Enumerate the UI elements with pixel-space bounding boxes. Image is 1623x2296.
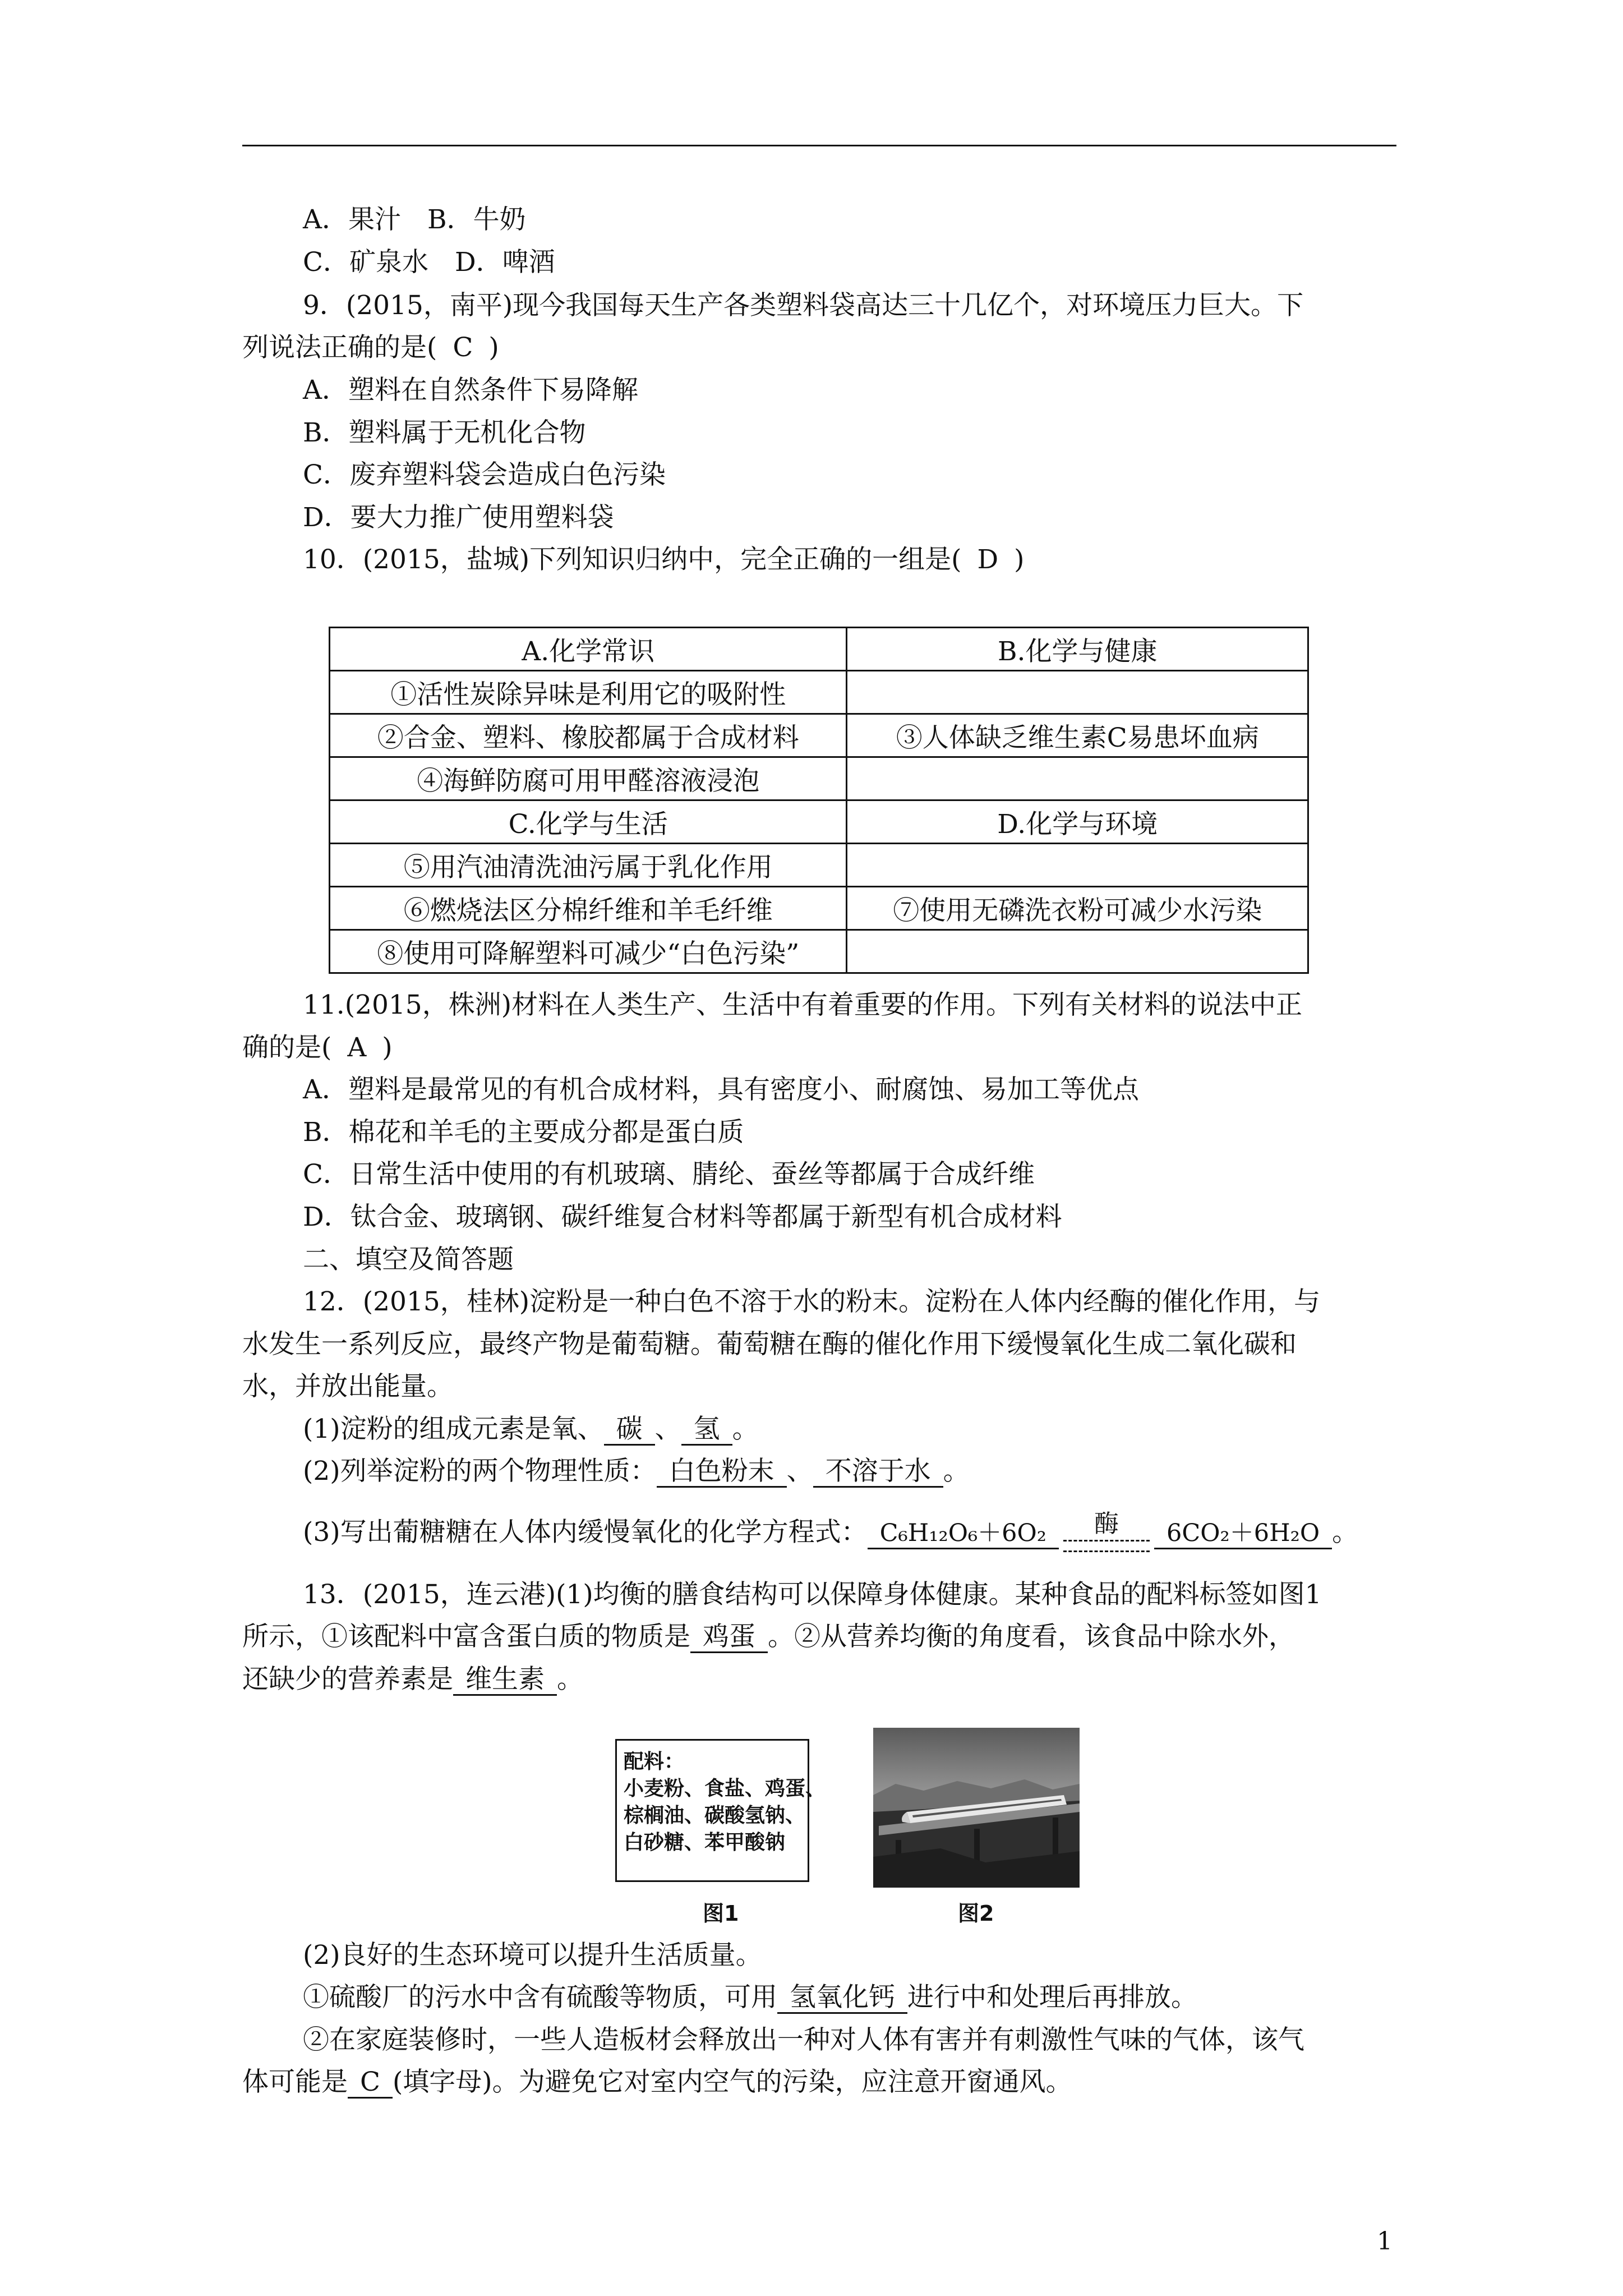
table-cell (847, 671, 1308, 714)
catalyst-label: 酶 (1094, 1510, 1119, 1538)
q13-p2b-text: 体可能是 (242, 2067, 348, 2097)
q9-stem-text: 列说法正确的是( (242, 332, 437, 363)
q10-stem-text: 10．(2015，盐城)下列知识归纳中，完全正确的一组是( (303, 544, 962, 575)
q13-stem: 13．(2015，连云港)(1)均衡的膳食结构可以保障身体健康。某种食品的配料标签如图1 (303, 1579, 1322, 1610)
q12-p1-end: 。 (732, 1414, 759, 1444)
q12-part-1 (303, 1412, 759, 1446)
q13-answer-1: 鸡蛋 (690, 1622, 768, 1653)
q13-part-2b-cont (242, 2065, 1072, 2099)
page-number: 1 (1377, 2227, 1393, 2256)
q13-stem-line-2 (242, 1620, 1295, 1654)
table-row (330, 930, 1308, 973)
reaction-arrow (1059, 1510, 1154, 1553)
figure-1-ingredient-label (615, 1739, 826, 1882)
q12-part-3 (303, 1510, 1359, 1553)
table-row (330, 887, 1308, 930)
q12-p1-sep: 、 (654, 1414, 681, 1444)
table-cell: A.化学常识 (330, 628, 847, 671)
q13-p2b-answer: C (348, 2068, 393, 2099)
section-title: 二、填空及简答题 (303, 1244, 514, 1275)
q12-equation-rhs: 6CO₂＋6H₂O (1154, 1519, 1332, 1549)
q12-p3-text: (3)写出葡糖糖在人体内缓慢氧化的化学方程式： (303, 1517, 868, 1548)
train-photo-icon (873, 1728, 1080, 1888)
q13-stem-end: 。 (557, 1664, 583, 1695)
ingredient-line: 白砂糖、苯甲酸钠 (624, 1831, 786, 1854)
q13-p2b-text-2: (填字母)。为避免它对室内空气的污染，应注意开窗通风。 (392, 2067, 1072, 2097)
q13-p2a-text: ①硫酸厂的污水中含有硫酸等物质，可用 (303, 1982, 777, 2013)
q12-stem-line-2: 水发生一系列反应，最终产物是葡萄糖。葡萄糖在酶的催化作用下缓慢氧化生成二氧化碳和 (242, 1329, 1297, 1360)
figure-1-caption: 图1 (703, 1901, 739, 1926)
q12-stem-line-3: 水，并放出能量。 (242, 1371, 453, 1402)
q12-p2-answer-2: 不溶于水 (813, 1457, 943, 1488)
q8-options-line-2: C．矿泉水 D．啤酒 (303, 247, 555, 278)
table-cell: ⑦使用无磷洗衣粉可减少水污染 (847, 887, 1308, 930)
table-cell: ②合金、塑料、橡胶都属于合成材料 (330, 714, 847, 757)
q12-p2-text: (2)列举淀粉的两个物理性质： (303, 1456, 657, 1487)
table-cell (847, 930, 1308, 973)
q11-option-b: B．棉花和羊毛的主要成分都是蛋白质 (303, 1117, 744, 1148)
q10-stem (303, 543, 1024, 577)
table-cell: ⑤用汽油清洗油污属于乳化作用 (330, 844, 847, 887)
header-rule (242, 145, 1396, 146)
q8-options-line-1: A．果汁 B．牛奶 (303, 204, 526, 235)
q11-stem-text: 确的是( (242, 1032, 332, 1063)
q10-paren-close: ) (1014, 544, 1025, 575)
table-cell: C.化学与生活 (330, 800, 847, 844)
q13-part-2: (2)良好的生态环境可以提升生活质量。 (303, 1940, 762, 1971)
q10-knowledge-table (329, 627, 1309, 974)
q13-answer-2: 维生素 (453, 1665, 557, 1696)
ingredient-line: 小麦粉、食盐、鸡蛋、 (624, 1777, 826, 1800)
q12-part-2 (303, 1455, 970, 1488)
q11-option-a: A．塑料是最常见的有机合成材料，具有密度小、耐腐蚀、易加工等优点 (303, 1074, 1139, 1105)
figure-2-caption: 图2 (958, 1901, 994, 1926)
q9-option-d: D．要大力推广使用塑料袋 (303, 502, 614, 533)
table-cell: B.化学与健康 (847, 628, 1308, 671)
table-cell (847, 844, 1308, 887)
q11-paren-close: ) (382, 1032, 393, 1063)
q12-p1-text: (1)淀粉的组成元素是氧、 (303, 1414, 604, 1444)
table-cell: ③人体缺乏维生素C易患坏血病 (847, 714, 1308, 757)
q12-stem: 12．(2015，桂林)淀粉是一种白色不溶于水的粉末。淀粉在人体内经酶的催化作用，与 (303, 1286, 1321, 1317)
table-row (330, 800, 1308, 844)
q11-answer: A (347, 1032, 367, 1063)
q13-stem-text-2: 。②从营养均衡的角度看，该食品中除水外， (768, 1621, 1295, 1652)
table-cell: ④海鲜防腐可用甲醛溶液浸泡 (330, 757, 847, 800)
q13-p2a-answer: 氢氧化钙 (777, 1983, 907, 2014)
q13-stem-text-3: 还缺少的营养素是 (242, 1664, 453, 1695)
q9-option-b: B．塑料属于无机化合物 (303, 417, 586, 448)
q12-p3-end: 。 (1332, 1517, 1359, 1548)
q10-answer: D (977, 544, 999, 575)
q12-p2-answer-1: 白色粉末 (657, 1457, 787, 1488)
q13-part-2a (303, 1981, 1197, 2014)
q13-part-2b: ②在家庭装修时，一些人造板材会释放出一种对人体有害并有刺激性气味的气体，该气 (303, 2024, 1304, 2055)
ingredient-line: 配料： (624, 1750, 685, 1773)
q13-stem-line-3 (242, 1663, 583, 1696)
q12-p2-sep: 、 (786, 1456, 813, 1487)
q9-stem: 9．(2015，南平)现今我国每天生产各类塑料袋高达三十几亿个，对环境压力巨大。下 (303, 290, 1304, 321)
table-cell: ⑧使用可降解塑料可减少“白色污染” (330, 930, 847, 973)
q9-option-a: A．塑料在自然条件下易降解 (303, 375, 638, 406)
table-row (330, 628, 1308, 671)
ingredient-line: 棕榈油、碳酸氢钠、 (624, 1804, 806, 1827)
table-cell (847, 757, 1308, 800)
table-row (330, 671, 1308, 714)
table-cell: ①活性炭除异味是利用它的吸附性 (330, 671, 847, 714)
table-cell: ⑥燃烧法区分棉纤维和羊毛纤维 (330, 887, 847, 930)
q11-option-d: D．钛合金、玻璃钢、碳纤维复合材料等都属于新型有机合成材料 (303, 1202, 1062, 1232)
q9-option-c: C．废弃塑料袋会造成白色污染 (303, 459, 666, 490)
q12-p1-answer-1: 碳 (604, 1415, 655, 1446)
q9-stem-cont (242, 331, 499, 365)
q11-stem: 11.(2015，株洲)材料在人类生产、生活中有着重要的作用。下列有关材料的说法中正 (303, 990, 1303, 1020)
q12-equation-lhs: C₆H₁₂O₆＋6O₂ (868, 1519, 1059, 1549)
equals-bars (1063, 1540, 1150, 1552)
q12-p1-answer-2: 氢 (681, 1415, 732, 1446)
table-row (330, 714, 1308, 757)
q13-p2a-text-2: 进行中和处理后再排放。 (907, 1982, 1197, 2013)
table-row (330, 844, 1308, 887)
table-cell: D.化学与环境 (847, 800, 1308, 844)
figure-2-train-photo (873, 1728, 1080, 1888)
q11-option-c: C．日常生活中使用的有机玻璃、腈纶、蚕丝等都属于合成纤维 (303, 1159, 1035, 1190)
q11-stem-cont (242, 1031, 393, 1065)
q9-paren-close: ) (488, 332, 499, 363)
q9-answer: C (453, 332, 473, 363)
q12-p2-end: 。 (943, 1456, 970, 1487)
q13-stem-text: 所示，①该配料中富含蛋白质的物质是 (242, 1621, 690, 1652)
table-row (330, 757, 1308, 800)
